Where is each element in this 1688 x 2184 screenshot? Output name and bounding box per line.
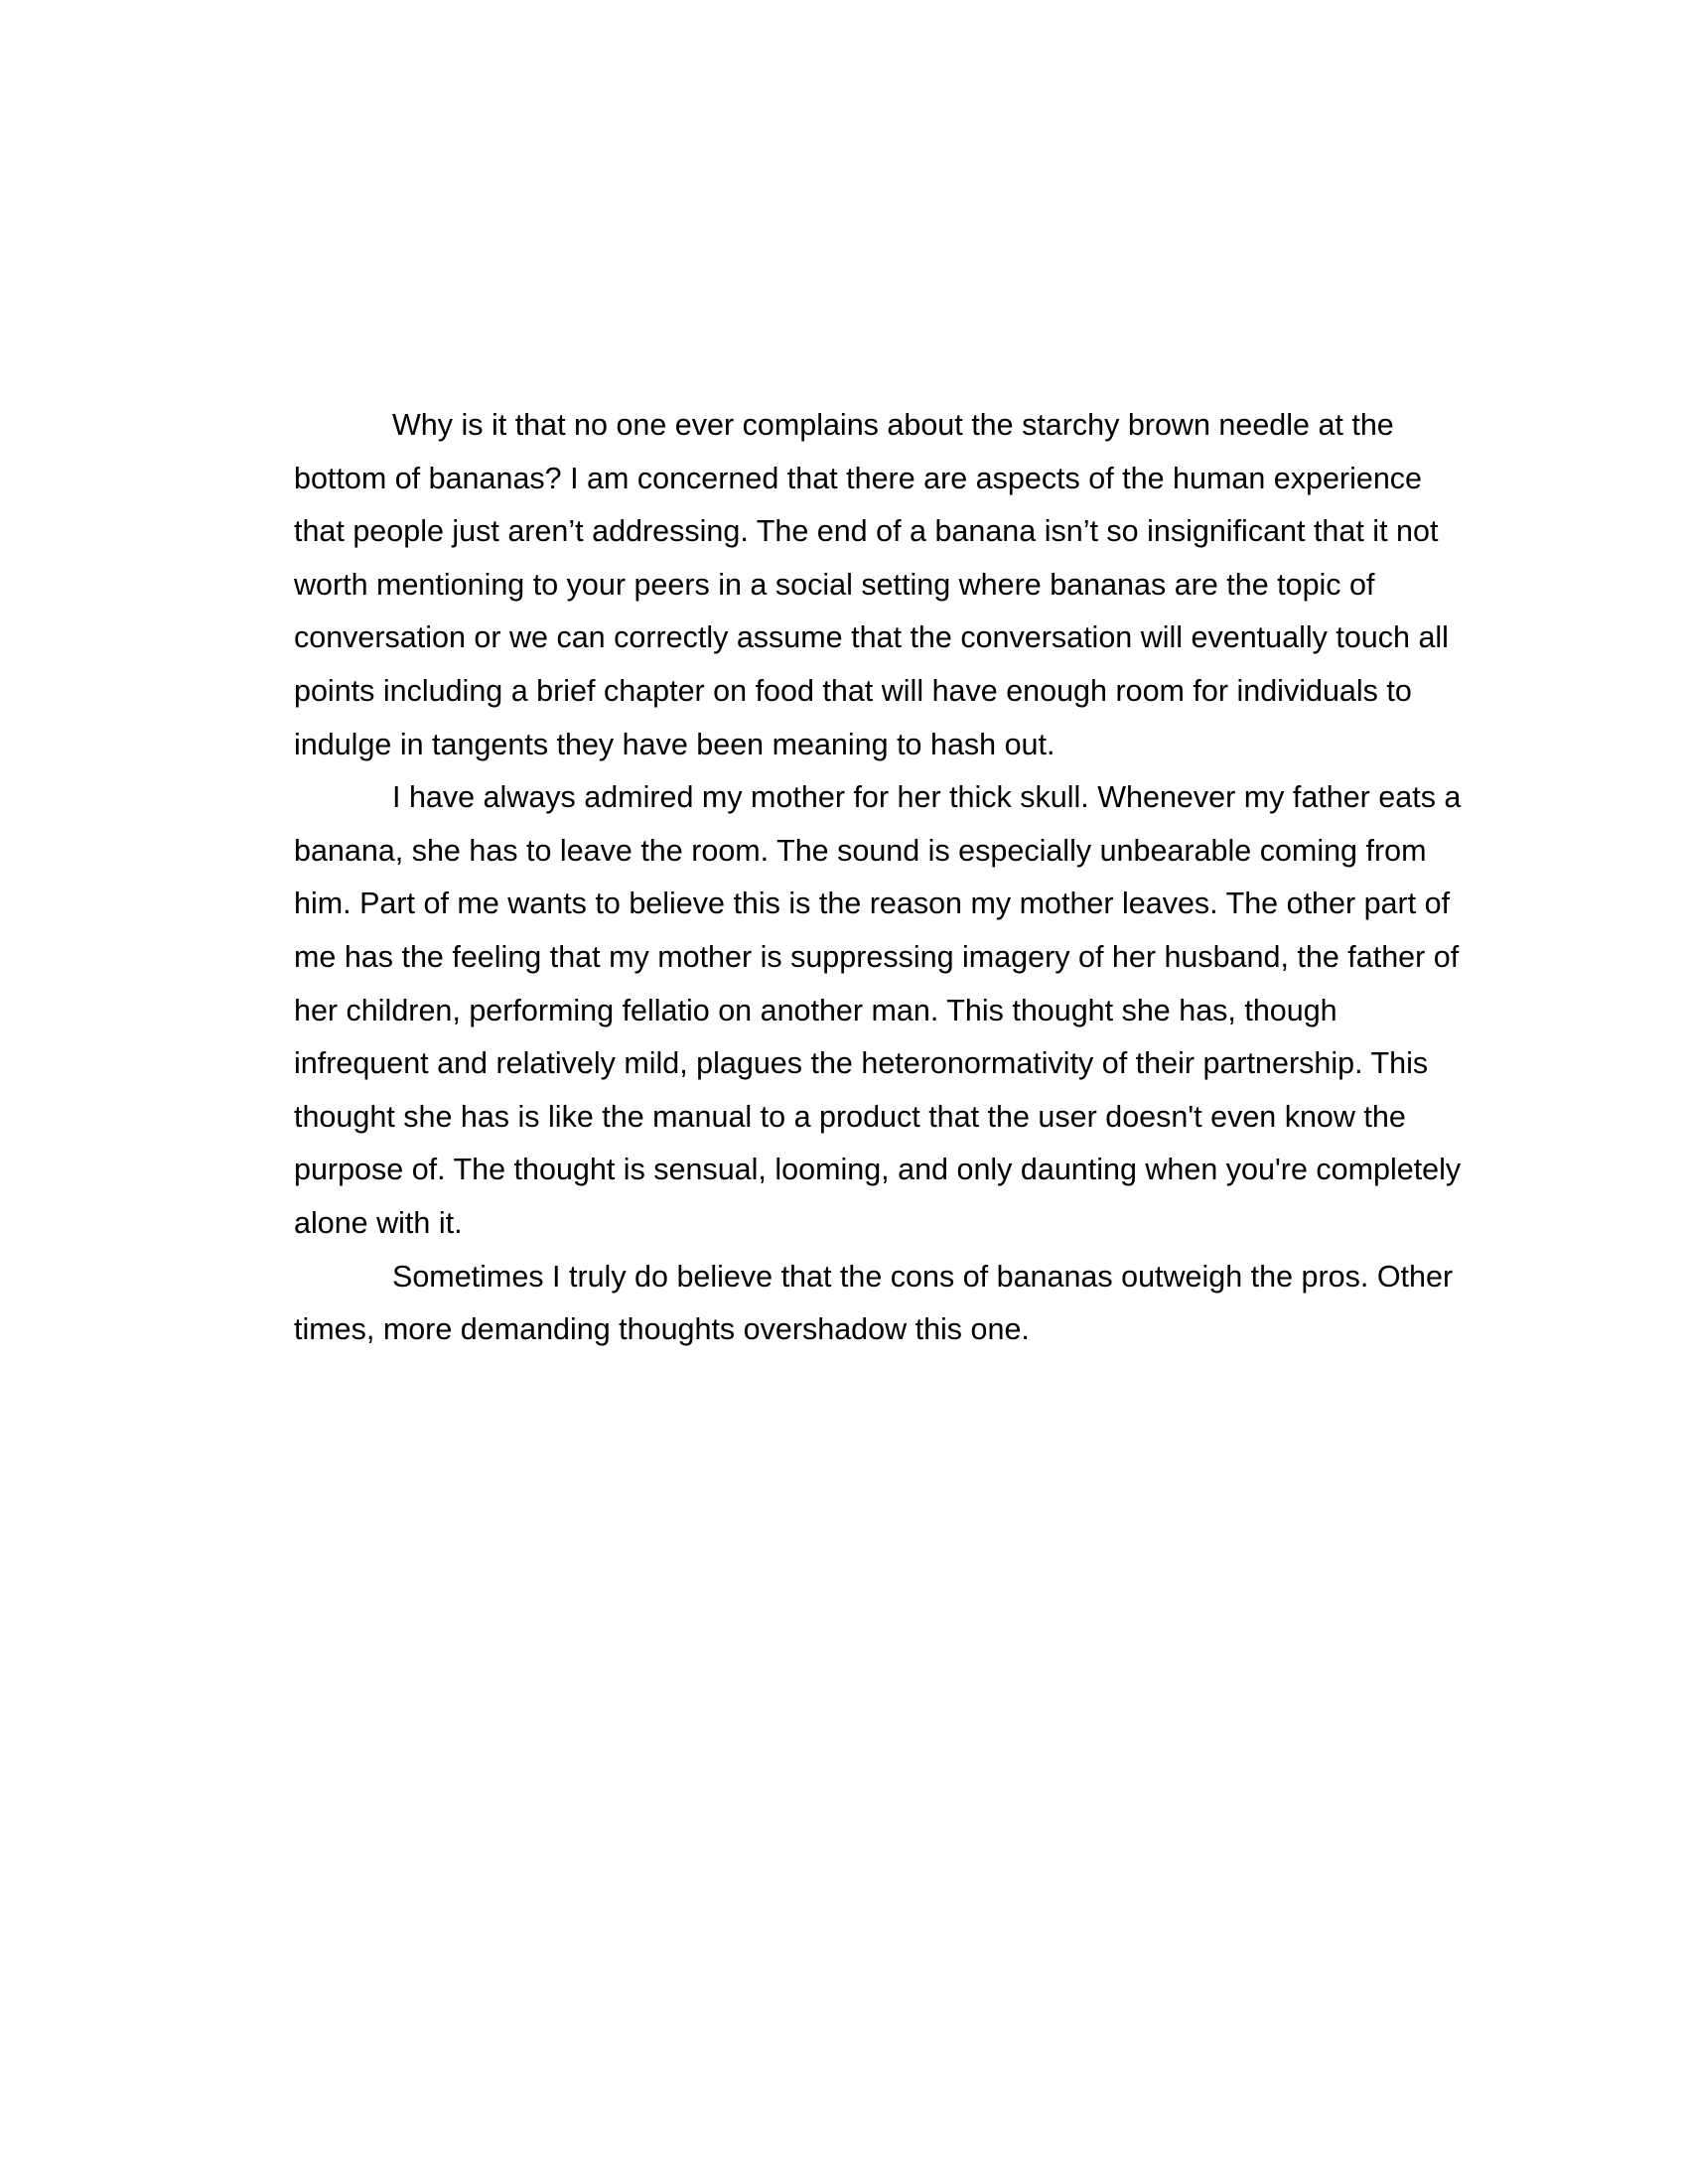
paragraph-3: Sometimes I truly do believe that the cons of bananas outweigh the pros. Other times, more demanding thoughts overshadow this one. <box>294 1259 1454 1347</box>
document-body <box>294 399 1476 1357</box>
paragraph-2: I have always admired my mother for her thick skull. Whenever my father eats a banana, she has to leave the room. The sound is especially unbearable coming from him. Part of me wants to believe this is the reason my mother leaves. The other part of me has the feeling that my mother is suppressing imagery of her husband, the father of her children, performing fellatio on another man. This thought she has, though infrequent and relatively mild, plagues the heteronormativity of their partnership. This thought she has is like the manual to a product that the user doesn't even know the purpose of. The thought is sensual, looming, and only daunting when you're completely alone with it. <box>294 780 1462 1240</box>
paragraph-1: Why is it that no one ever complains about the starchy brown needle at the bottom of bananas? I am concerned that there are aspects of the human experience that people just aren’t addressing. The end of a banana isn’t so insignificant that it not worth mentioning to your peers in a social setting where bananas are the topic of conversation or we can correctly assume that the conversation will eventually touch all points including a brief chapter on food that will have enough room for individuals to indulge in tangents they have been meaning to hash out. <box>294 408 1449 761</box>
